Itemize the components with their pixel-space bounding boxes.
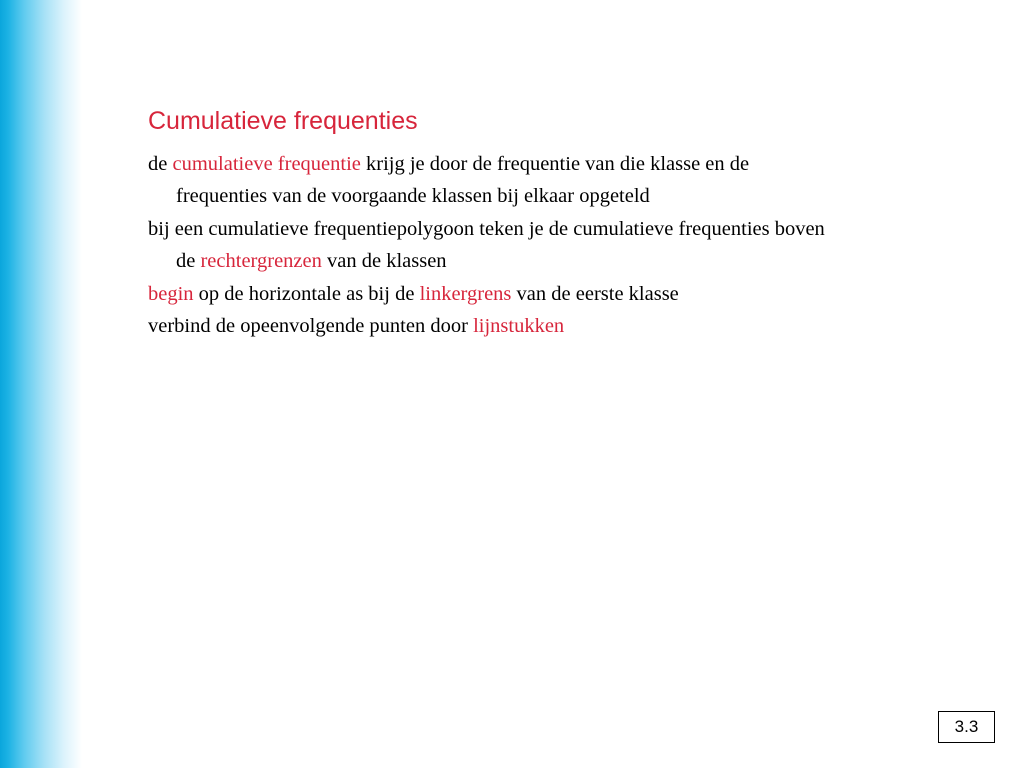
text: op de horizontale as bij de — [193, 282, 420, 305]
text: van de eerste klasse — [511, 282, 679, 305]
text: frequenties van de voorgaande klassen bij elkaar opgeteld — [176, 185, 650, 208]
highlight-term: cumulatieve frequentie — [172, 153, 361, 175]
text: bij een cumulatieve frequentiepolygoon teken je de cumulatieve frequenties boven — [148, 217, 825, 240]
paragraph-4 — [148, 310, 978, 342]
page-number-box: 3.3 — [938, 711, 995, 743]
slide-title: Cumulatieve frequenties — [148, 107, 418, 135]
text: verbind de opeenvolgende punten door — [148, 315, 474, 338]
text: krijg je door de frequentie van die klasse en de — [360, 153, 750, 175]
text: van de klassen — [321, 250, 447, 273]
highlight-term: rechtergrenzen — [200, 250, 322, 273]
decorative-sidebar — [0, 0, 82, 768]
text: de — [148, 153, 173, 175]
highlight-term: linkergrens — [419, 282, 512, 305]
paragraph-2-line-2 — [148, 245, 978, 277]
paragraph-1-line-2 — [148, 180, 978, 212]
paragraph-2-line-1 — [148, 213, 978, 245]
paragraph-3 — [148, 278, 978, 310]
paragraph-1-line-1 — [148, 148, 978, 180]
highlight-term: begin — [148, 282, 194, 305]
text: de — [176, 250, 201, 273]
slide-body — [148, 148, 978, 342]
highlight-term: lijnstukken — [473, 315, 565, 338]
